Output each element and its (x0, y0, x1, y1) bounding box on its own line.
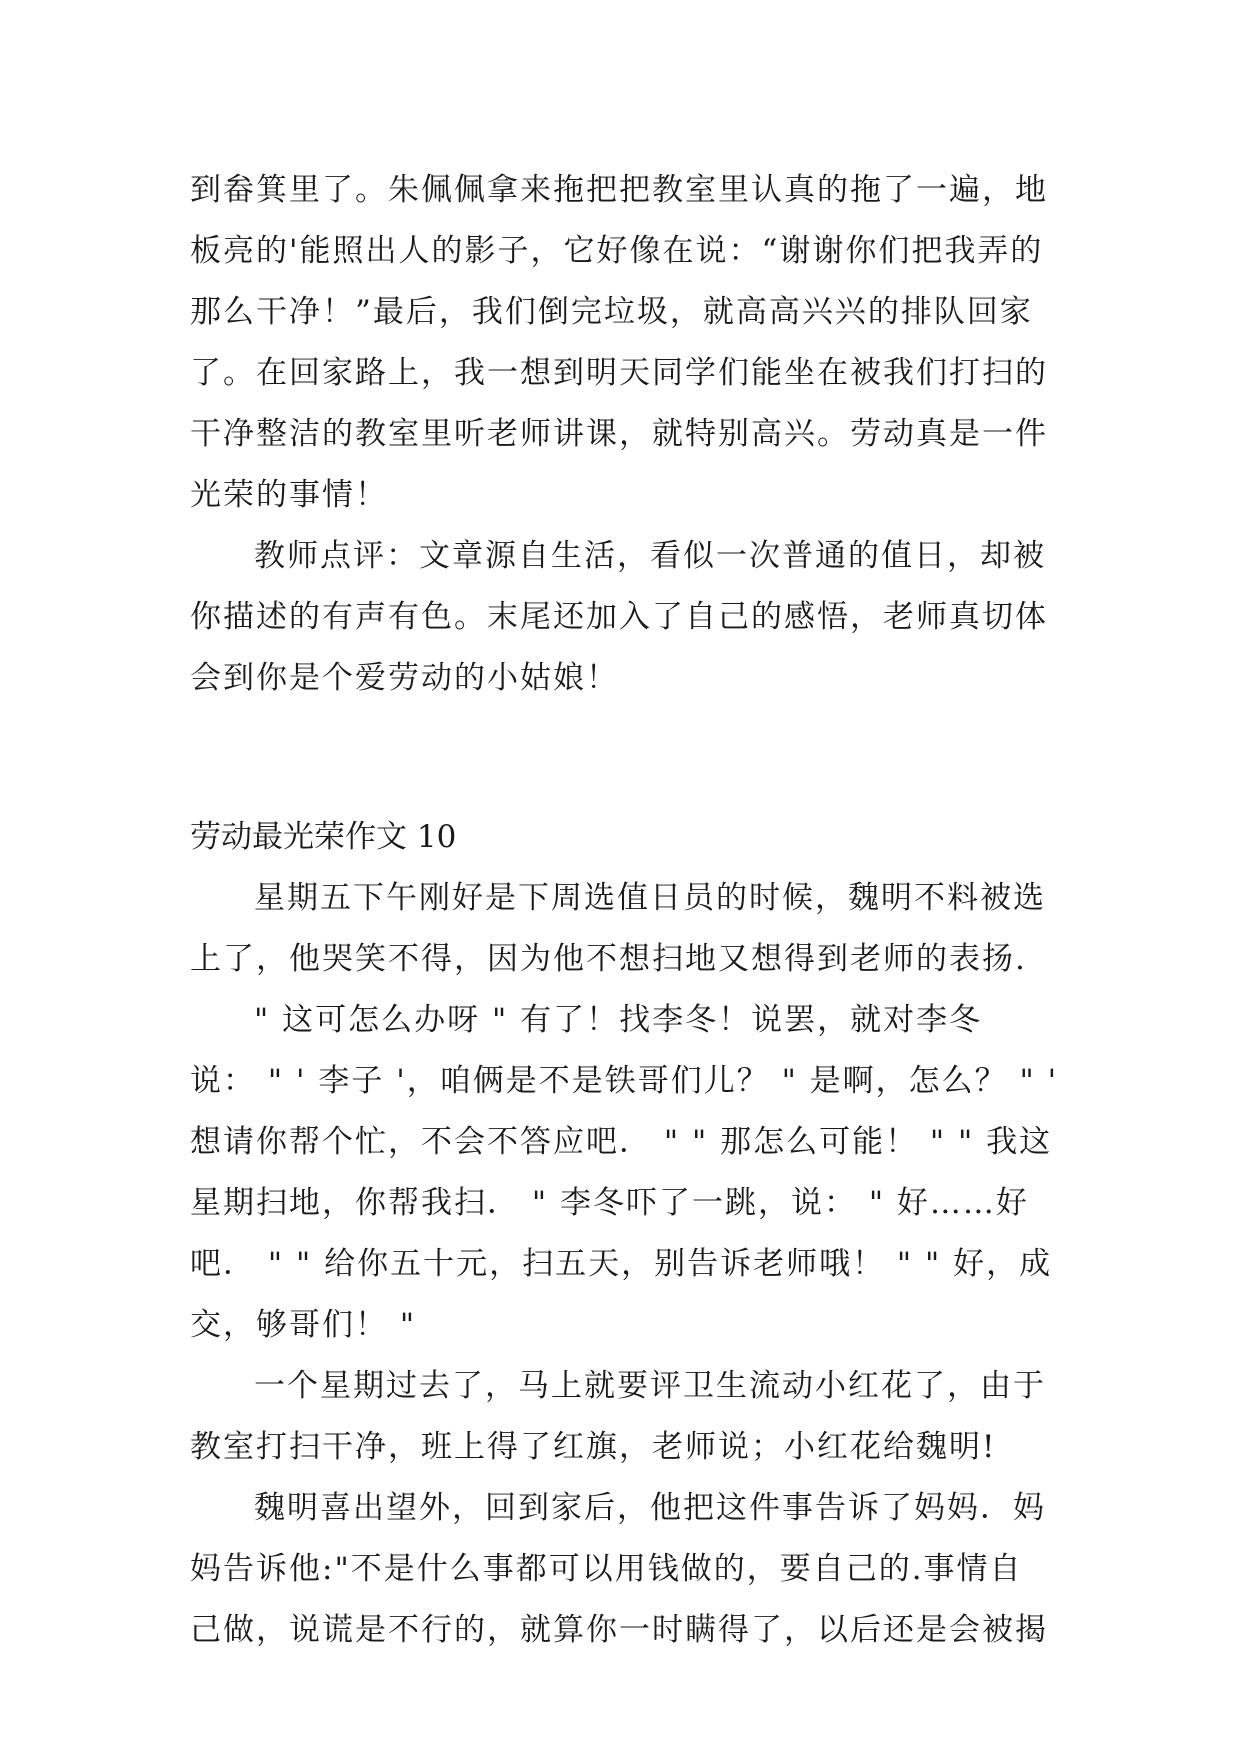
paragraph-2-line: 想请你帮个忙，不会不答应吧． " " 那怎么可能！ " " 我这 (190, 1124, 1053, 1160)
teacher-comment-line: 会到你是个爱劳动的小姑娘！ (190, 660, 619, 696)
paragraph-4-line: 魏明喜出望外，回到家后，他把这件事告诉了妈妈．妈 (254, 1490, 1046, 1526)
paragraph-2-line: " 这可怎么办呀 " 有了！找李冬！说罢，就对李冬 (254, 1002, 983, 1038)
teacher-comment-line: 教师点评：文章源自生活，看似一次普通的值日，却被 (254, 538, 1046, 574)
text-line: 板亮的'能照出人的影子，它好像在说：“谢谢你们把我弄的 (190, 233, 1044, 269)
paragraph-2-line: 吧． " " 给你五十元，扫五天，别告诉老师哦！ " " 好，成 (190, 1246, 1053, 1282)
paragraph-3-line: 一个星期过去了，马上就要评卫生流动小红花了，由于 (254, 1368, 1046, 1404)
paragraph-3-line: 教室打扫干净，班上得了红旗，老师说；小红花给魏明! (190, 1429, 997, 1465)
paragraph-2-line: 星期扫地，你帮我扫． " 李冬吓了一跳，说： " 好……好 (190, 1185, 1029, 1221)
section-spacer (190, 709, 1070, 807)
paragraph-4-line: 妈告诉他:"不是什么事都可以用钱做的，要自己的.事情自 (190, 1551, 1023, 1587)
text-line: 了。在回家路上，我一想到明天同学们能坐在被我们打扫的 (190, 355, 1048, 391)
paragraph-2-line: 说： " ' 李子 '，咱俩是不是铁哥们儿？ " 是啊，怎么？ " ' (190, 1063, 1059, 1099)
paragraph-4-line: 己做，说谎是不行的，就算你一时瞒得了，以后还是会被揭 (190, 1612, 1048, 1648)
teacher-comment-line: 你描述的有声有色。末尾还加入了自己的感悟，老师真切体 (190, 599, 1048, 635)
paragraph-1-line: 星期五下午刚好是下周选值日员的时候，魏明不料被选 (254, 880, 1046, 916)
text-line: 那么干净！”最后，我们倒完垃圾，就高高兴兴的排队回家 (190, 294, 1033, 330)
paragraph-1-line: 上了，他哭笑不得，因为他不想扫地又想得到老师的表扬. (190, 941, 1027, 977)
text-line: 光荣的事情！ (190, 477, 388, 513)
paragraph-2-line: 交，够哥们！ " (190, 1307, 417, 1343)
text-line: 到畚箕里了。朱佩佩拿来拖把把教室里认真的拖了一遍，地 (190, 172, 1048, 208)
text-line: 干净整洁的教室里听老师讲课，就特别高兴。劳动真是一件 (190, 416, 1048, 452)
document-body (190, 160, 1070, 1661)
essay-title: 劳动最光荣作文 10 (190, 819, 457, 855)
